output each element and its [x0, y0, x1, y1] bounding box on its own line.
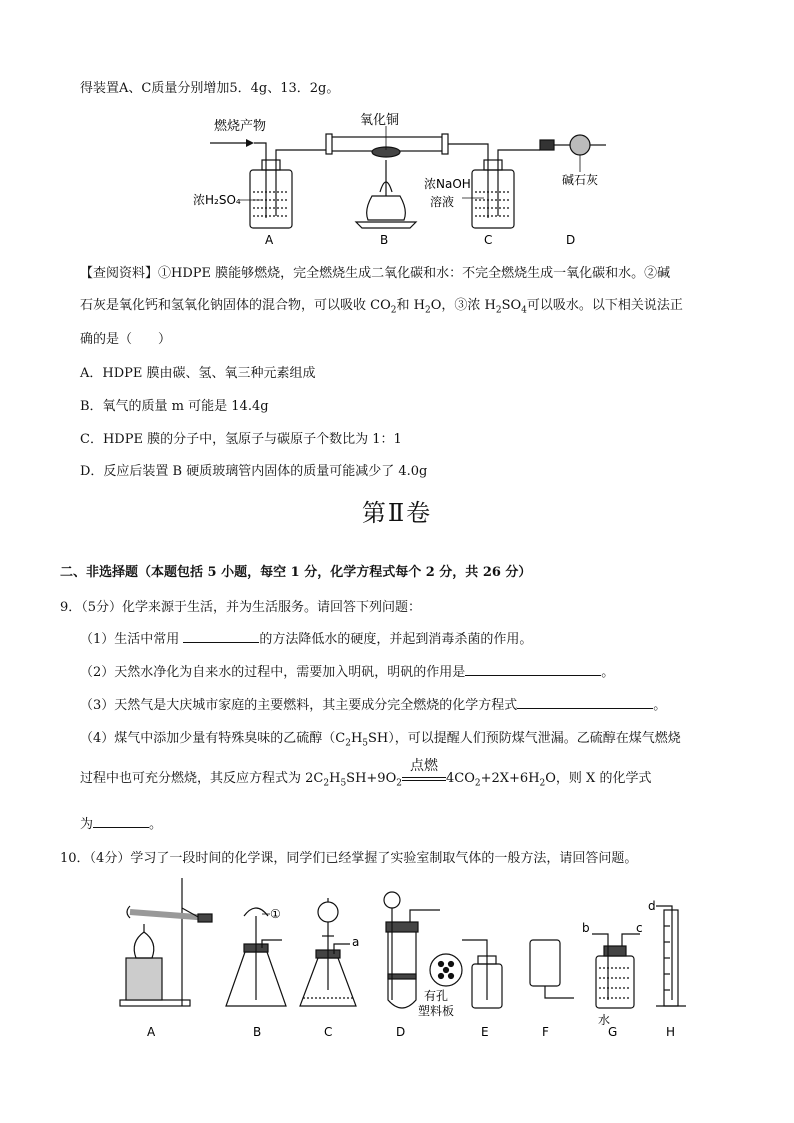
naoh-label: 浓NaOH: [424, 177, 471, 191]
drying-tube-d-icon: [540, 135, 606, 155]
water-label: 水: [598, 1013, 611, 1027]
products-label: 燃烧产物: [214, 119, 267, 134]
apparatus-d-icon: [384, 892, 462, 1008]
q9-p4: （4）煤气中添加少量有特殊臭味的乙硫醇$(C_2H_5SH)$，可以提醒人们预防煤气泄漏。乙硫醇在煤气燃烧: [80, 731, 681, 749]
solution-label: 溶液: [430, 195, 455, 209]
reaction-condition: 点燃: [402, 771, 446, 786]
plate-label-1: 有孔: [424, 989, 449, 1003]
plate-label-2: 塑料板: [418, 1004, 455, 1018]
q9-p2: （2）天然水净化为自来水的过程中，需要加入明矾，明矾的作用是 。: [80, 661, 614, 680]
bottle-c-icon: [472, 144, 540, 228]
label-a: A: [147, 1025, 156, 1039]
info-line-3: 确的是（ ）: [80, 332, 172, 347]
apparatus-b-icon: [226, 908, 286, 1006]
option-a: A．HDPE 膜由碳、氢、氧三种元素组成: [80, 366, 316, 381]
label-d: D: [396, 1025, 406, 1039]
answer-blank-2[interactable]: [465, 661, 601, 676]
apparatus-c-icon: [300, 898, 356, 1006]
section-title: 第Ⅱ卷: [361, 499, 433, 527]
bottle-a-icon: [250, 143, 330, 228]
option-d: D．反应后装置 B 硬质玻璃管内固体的质量可能减少了 4.0g: [80, 464, 428, 479]
q10-stem: 10．（4分）学习了一段时间的化学课，同学们已经掌握了实验室制取气体的一般方法，请回答问题。: [60, 851, 638, 866]
label-b-small: b: [582, 921, 590, 935]
lime-label: 碱石灰: [562, 173, 599, 187]
apparatus-f-icon: [530, 940, 574, 998]
q9-p1: （1）生活中常用 的方法降低水的硬度，并起到消毒杀菌的作用。: [80, 628, 532, 647]
letter-d: D: [566, 233, 576, 247]
info-line-1: 【查阅资料】①HDPE 膜能够燃烧，完全燃烧生成二氧化碳和水：不完全燃烧生成一氧化碳和水。②碱: [80, 266, 671, 281]
label-circle-1: ①: [270, 907, 281, 921]
combustion-apparatus-figure: [0, 0, 794, 260]
apparatus-g-icon: [592, 934, 640, 1008]
answer-blank-1[interactable]: [183, 628, 259, 643]
option-b: B．氧气的质量 m 可能是 14.4g: [80, 399, 269, 414]
part2-header: 二、非选择题（本题包括 5 小题，每空 1 分，化学方程式每个 2 分，共 26 分）: [60, 565, 532, 580]
label-b: B: [253, 1025, 262, 1039]
apparatus-a-icon: [120, 878, 212, 1006]
label-c-small: c: [636, 921, 643, 935]
label-g: G: [608, 1025, 618, 1039]
letter-c: C: [484, 233, 493, 247]
h2so4-label: 浓H₂SO₄: [193, 193, 241, 207]
q9-p5: 过程中也可充分燃烧，其反应方程式为 $2C_2H_5SH+9O_2$ 点燃 $4CO_2+2X+6H_2O$，则 X 的化学式: [80, 758, 652, 789]
intro-text: 得装置A、C质量分别增加5．4g、13．2g。: [80, 81, 340, 96]
label-f: F: [542, 1025, 549, 1039]
cuo-label: 氧化铜: [360, 113, 400, 128]
apparatus-h-icon: [656, 906, 686, 1006]
label-h: H: [666, 1025, 676, 1039]
q9-p3: （3）天然气是大庆城市家庭的主要燃料，其主要成分完全燃烧的化学方程式 。: [80, 694, 666, 713]
label-c: C: [324, 1025, 333, 1039]
option-c: C．HDPE 膜的分子中，氢原子与碳原子个数比为 1：1: [80, 432, 402, 447]
answer-blank-4[interactable]: [93, 813, 149, 828]
label-e: E: [481, 1025, 489, 1039]
info-line-2: 石灰是氧化钙和氢氧化钠固体的混合物，可以吸收 $CO_2$和 $H_2O$，③浓 $H_2SO_4$可以吸水。以下相关说法正: [80, 298, 683, 316]
label-a-small: a: [352, 935, 360, 949]
apparatus-e-icon: [462, 940, 502, 1008]
letter-b: B: [380, 233, 389, 247]
label-d-small: d: [648, 899, 656, 913]
q9-stem: 9．（5分）化学来源于生活，并为生活服务。请回答下列问题：: [60, 600, 422, 615]
q9-p6: 为 。: [80, 813, 162, 832]
answer-blank-3[interactable]: [517, 694, 653, 709]
letter-a: A: [265, 233, 274, 247]
